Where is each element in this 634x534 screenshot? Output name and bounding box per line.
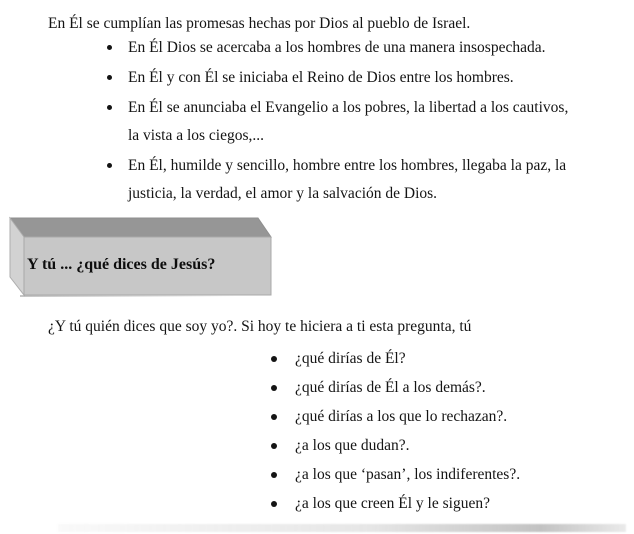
question-paragraph: ¿Y tú quién dices que soy yo?. Si hoy te hiciera a ti esta pregunta, tú [48,318,472,335]
list-item [107,64,568,92]
bullet-icon [107,163,112,168]
bullet-icon [271,472,277,478]
list-item-line: En Él se anunciaba el Evangelio a los pobres, la libertad a los cautivos, [128,99,569,116]
bullet-icon [107,75,112,80]
list-item [271,344,520,373]
list-item-line: En Él y con Él se iniciaba el Reino de Dios entre los hombres. [128,69,514,86]
list-item-label: ¿a los que ‘pasan’, los indiferentes?. [295,466,521,483]
list-item-line: En Él, humilde y sencillo, hombre entre los hombres, llegaba la paz, la [128,157,567,174]
list-item [271,431,520,460]
list-item-text [128,34,545,62]
bullet-icon [107,45,112,50]
list-item [271,402,520,431]
list-item-text [128,152,566,208]
list-item-text [128,64,514,92]
list-item-line: la vista a los ciegos,... [128,127,265,144]
bullet-icon [271,501,277,507]
list-item [107,152,568,208]
list-item-label: ¿qué dirías de Él? [295,350,406,367]
questions-list [271,344,520,518]
bullet-icon [271,356,277,362]
intro-line: En Él se cumplían las promesas hechas por Dios al pueblo de Israel. [48,15,471,32]
list-item-text [128,94,568,150]
page-bottom-artifact [58,524,626,532]
bullet-icon [271,414,277,420]
question-box-label: Y tú ... ¿qué dices de Jesús? [27,256,216,273]
list-item [107,94,568,150]
list-item [271,373,520,402]
list-item [271,489,520,518]
list-item-label: ¿qué dirías de Él a los demás?. [295,379,486,396]
question-box-3d [8,216,274,298]
list-item-label: ¿qué dirías a los que lo rechazan?. [295,408,508,425]
box-shadow-line [20,295,235,297]
list-item-line: En Él Dios se acercaba a los hombres de una manera insospechada. [128,39,546,56]
bullet-icon [271,385,277,391]
bullet-icon [271,443,277,449]
box-top-face [10,218,271,237]
list-item [271,460,520,489]
list-item [107,34,568,62]
list-item-label: ¿a los que creen Él y le siguen? [295,495,490,512]
list-item-line: justicia, la verdad, el amor y la salvación de Dios. [128,185,438,202]
bullet-icon [107,105,112,110]
list-item-label: ¿a los que dudan?. [295,437,410,454]
promises-list [107,34,568,210]
